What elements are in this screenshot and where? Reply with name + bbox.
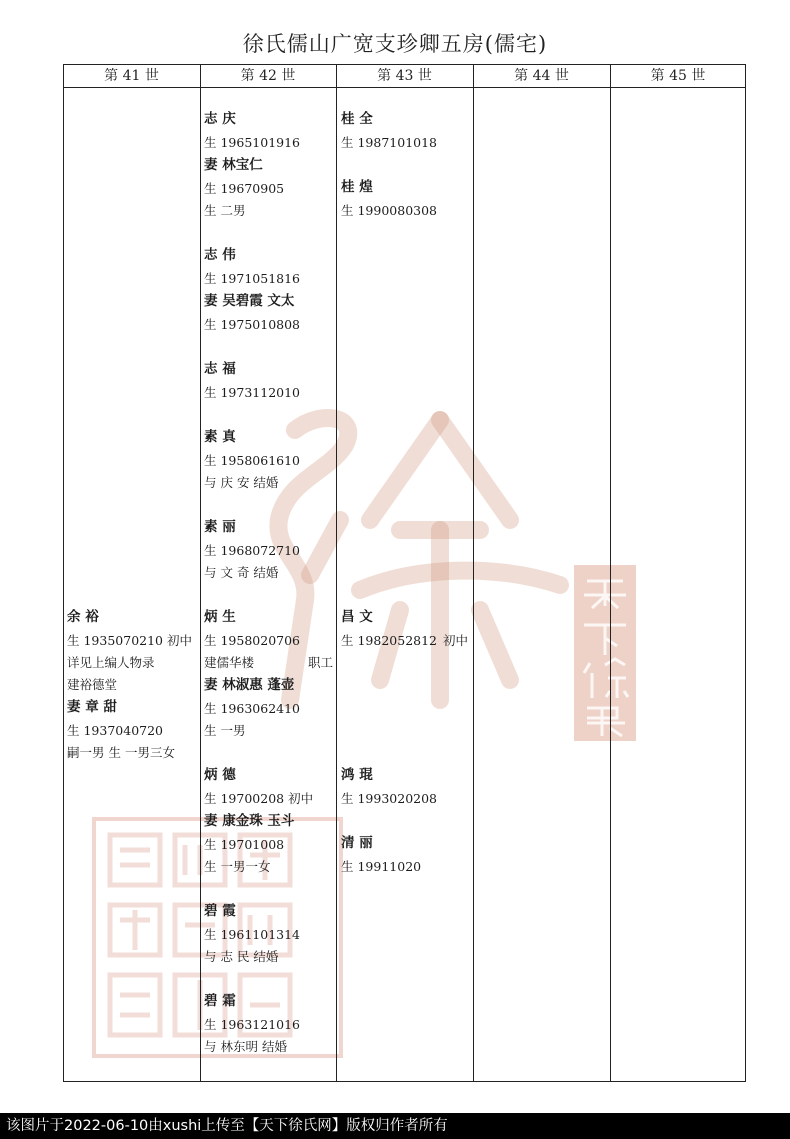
work-place: 建儒华楼	[204, 655, 255, 670]
person-name: 昌 文	[341, 609, 373, 625]
education: 初中	[443, 633, 469, 648]
column-divider	[200, 64, 201, 1082]
birth-date: 生 1982052812	[341, 633, 438, 648]
children: 生 一男一女	[204, 859, 271, 874]
birth-date: 生 1968072710	[204, 543, 301, 558]
birth-date: 生 1963062410	[204, 701, 301, 716]
header-gen-43: 第 43 世	[377, 68, 432, 84]
birth-date: 生 1987101018	[341, 135, 438, 150]
header-gen-41: 第 41 世	[104, 68, 159, 84]
copyright-footer: 该图片于2022-06-10由xushi上传至【天下徐氏网】版权归作者所有	[0, 1113, 790, 1139]
birth-date: 生 1937040720	[67, 723, 164, 738]
person-name: 志 伟	[204, 247, 236, 263]
birth-date: 生 19670905	[204, 181, 285, 196]
person-name: 素 丽	[204, 519, 236, 535]
children: 嗣一男 生 一男三女	[67, 745, 175, 760]
spouse: 妻 章 甜	[67, 699, 117, 715]
children: 生 二男	[204, 203, 246, 218]
header-gen-44: 第 44 世	[514, 68, 569, 84]
person-name: 清 丽	[341, 835, 373, 851]
column-divider	[336, 64, 337, 1082]
person-name: 志 福	[204, 361, 236, 377]
person-name: 碧 霞	[204, 903, 236, 919]
birth-date: 生 1958061610	[204, 453, 301, 468]
marriage: 与 林东明 结婚	[204, 1039, 287, 1054]
marriage: 与 庆 安 结婚	[204, 475, 279, 490]
person-name: 余 裕	[67, 609, 99, 625]
note: 详见上编人物录	[67, 655, 155, 670]
person-name: 桂 煌	[341, 179, 373, 195]
birth-date: 生 19911020	[341, 859, 422, 874]
person-name: 鸿 琨	[341, 767, 373, 783]
birth-date: 生 1973112010	[204, 385, 301, 400]
column-divider	[610, 64, 611, 1082]
birth-date: 生 1963121016	[204, 1017, 301, 1032]
header-gen-42: 第 42 世	[240, 68, 296, 84]
birth-date: 生 1965101916	[204, 135, 301, 150]
birth-date: 生 1958020706	[204, 633, 301, 648]
children: 生 一男	[204, 723, 246, 738]
spouse: 妻 林宝仁	[204, 157, 263, 173]
work-role: 职工	[308, 655, 334, 670]
birth-date: 生 1993020208	[341, 791, 438, 806]
birth-date: 生 1971051816	[204, 271, 301, 286]
birth-date: 生 19701008	[204, 837, 285, 852]
header-gen-45: 第 45 世	[650, 68, 706, 84]
page-title: 徐氏儒山广宽支珍卿五房(儒宅)	[242, 32, 548, 56]
person-name: 桂 全	[341, 111, 373, 127]
person-name: 炳 生	[204, 609, 236, 625]
birth-date: 生 1975010808	[204, 317, 301, 332]
spouse: 妻 康金珠 玉斗	[204, 813, 295, 829]
column-divider	[473, 64, 474, 1082]
person-name: 志 庆	[204, 111, 236, 127]
person-name: 碧 霜	[204, 993, 236, 1009]
spouse: 妻 林淑惠 蓬壶	[204, 677, 295, 693]
marriage: 与 文 奇 结婚	[204, 565, 279, 580]
note: 建裕德堂	[67, 677, 118, 692]
birth-date: 生 19700208 初中	[204, 791, 314, 806]
spouse: 妻 吴碧霞 文太	[204, 293, 295, 309]
birth-date: 生 1935070210 初中	[67, 633, 192, 648]
table-header-row	[63, 64, 746, 88]
birth-date: 生 1961101314	[204, 927, 301, 942]
birth-date: 生 1990080308	[341, 203, 438, 218]
person-name: 炳 德	[204, 767, 236, 783]
marriage: 与 志 民 结婚	[204, 949, 279, 964]
person-name: 素 真	[204, 429, 236, 445]
